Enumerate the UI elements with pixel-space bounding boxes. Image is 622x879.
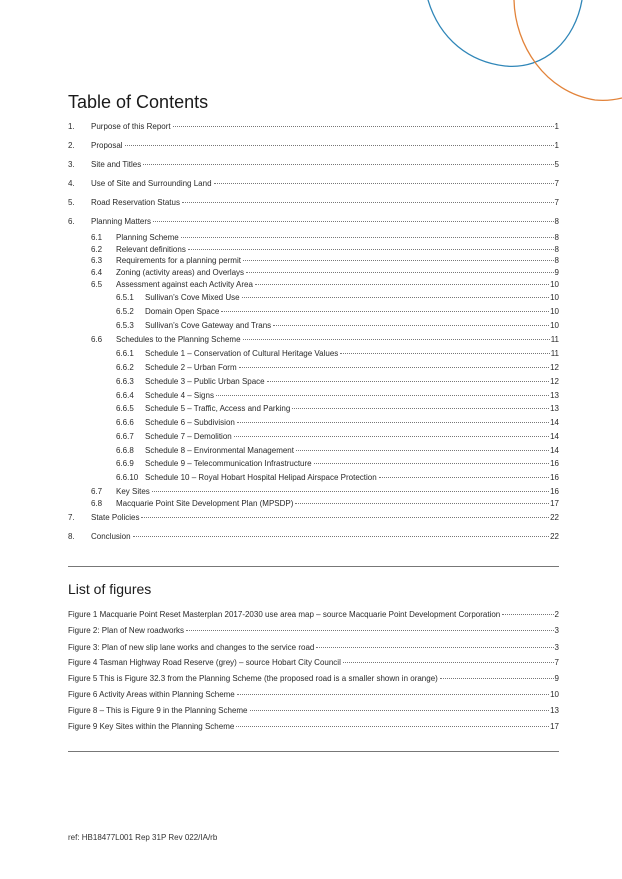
toc-entry-number: 6.6.8 [116,446,134,455]
toc-entry-page: 11 [550,335,559,344]
toc-entry-label: Domain Open Space [145,307,220,316]
toc-entry-number: 7. [68,513,75,522]
toc-entry[interactable] [68,179,559,189]
toc-entry-page: 16 [550,487,559,496]
toc-entry-label: Zoning (activity areas) and Overlays [116,268,245,277]
figure-entry-label: Figure 9 Key Sites within the Planning Scheme [68,722,235,731]
toc-entry-number: 6.4 [91,268,103,277]
dot-leader [243,260,554,261]
toc-entry[interactable] [91,233,559,243]
dot-leader [246,272,553,273]
dot-leader [242,297,550,298]
toc-entry-page: 10 [550,293,559,302]
toc-entry-number: 4. [68,179,75,188]
toc-entry-label: State Policies [91,513,140,522]
toc-entry-page: 1 [554,122,559,131]
dot-leader [295,503,549,504]
dot-leader [296,450,549,451]
figure-entry-page: 10 [550,690,559,699]
toc-entry-label: Proposal [91,141,123,150]
toc-entry-label: Purpose of this Report [91,122,171,131]
toc-entry-label: Planning Matters [91,217,152,226]
toc-entry[interactable] [68,513,559,523]
toc-entry-page: 8 [554,233,559,242]
toc-entry-page: 13 [550,404,559,413]
toc-entry[interactable] [116,418,559,428]
dot-leader [173,126,554,127]
toc-title: Table of Contents [68,92,209,112]
dot-leader [379,477,549,478]
divider [68,566,559,567]
toc-entry-number: 1. [68,122,75,131]
figure-entry[interactable] [68,610,559,620]
dot-leader [188,249,554,250]
figure-entry[interactable] [68,706,559,716]
toc-entry-label: Schedule 1 – Conservation of Cultural Heritage Values [145,349,339,358]
toc-entry-label: Sullivan’s Cove Mixed Use [145,293,240,302]
toc-entry-page: 12 [550,363,559,372]
toc-entry[interactable] [116,391,559,401]
dot-leader [234,436,549,437]
toc-entry-label: Schedule 2 – Urban Form [145,363,237,372]
toc-entry-page: 10 [550,321,559,330]
dot-leader [153,221,554,222]
dot-leader [236,726,549,727]
toc-entry[interactable] [68,141,559,151]
dot-leader [440,678,554,679]
toc-entry-page: 14 [550,432,559,441]
toc-entry[interactable] [68,217,559,227]
toc-entry-page: 8 [554,256,559,265]
toc-entry-page: 1 [554,141,559,150]
toc-entry-label: Schedule 9 – Telecommunication Infrastructure [145,459,312,468]
toc-entry[interactable] [68,198,559,208]
toc-entry-label: Use of Site and Surrounding Land [91,179,212,188]
toc-entry-number: 6.8 [91,499,103,508]
toc-entry-number: 6.6.7 [116,432,134,441]
toc-entry[interactable] [68,532,559,542]
toc-entry-page: 10 [550,307,559,316]
toc-entry[interactable] [91,268,559,278]
toc-entry-label: Schedule 3 – Public Urban Space [145,377,265,386]
dot-leader [237,694,549,695]
figure-entry[interactable] [68,690,559,700]
toc-entry[interactable] [116,349,559,359]
dot-leader [181,237,554,238]
figure-entry-label: Figure 4 Tasman Highway Road Reserve (grey) – source Hobart City Council [68,658,341,667]
toc-entry[interactable] [116,307,559,317]
figure-entry-page: 2 [554,610,559,619]
dot-leader [314,463,549,464]
figure-entry-label: Figure 8 – This is Figure 9 in the Planning Scheme [68,706,248,715]
toc-entry[interactable] [91,487,559,497]
figure-entry-page: 13 [550,706,559,715]
toc-entry[interactable] [116,377,559,387]
dot-leader [221,311,549,312]
toc-entry-number: 6.1 [91,233,103,242]
toc-entry-number: 2. [68,141,75,150]
toc-entry-page: 10 [550,280,559,289]
toc-entry-page: 7 [554,179,559,188]
figure-entry-label: Figure 3: Plan of new slip lane works and changes to the service road [68,643,315,652]
dot-leader [186,630,553,631]
dot-leader [267,381,549,382]
toc-entry-number: 6.2 [91,245,103,254]
toc-entry-number: 6.6.2 [116,363,134,372]
toc-entry-label: Schedule 6 – Subdivision [145,418,235,427]
toc-entry-label: Schedule 4 – Signs [145,391,214,400]
toc-entry-number: 6. [68,217,75,226]
toc-entry-page: 13 [550,391,559,400]
toc-entry-page: 12 [550,377,559,386]
figure-entry[interactable] [68,643,559,653]
toc-entry[interactable] [116,404,559,414]
dot-leader [243,339,550,340]
toc-entry-number: 6.3 [91,256,103,265]
toc-entry-label: Planning Scheme [116,233,179,242]
figure-entry-page: 9 [554,674,559,683]
toc-entry-label: Assessment against each Activity Area [116,280,253,289]
document-reference: ref: HB18477L001 Rep 31P Rev 022/IA/rb [68,833,218,842]
toc-entry-number: 6.5 [91,280,103,289]
toc-entry[interactable] [91,280,559,290]
dot-leader [250,710,550,711]
toc-entry-number: 8. [68,532,75,541]
toc-entry-label: Site and Titles [91,160,142,169]
toc-entry-page: 5 [554,160,559,169]
toc-entry[interactable] [91,245,559,255]
toc-entry-number: 6.6.3 [116,377,134,386]
figure-entry-page: 3 [554,643,559,652]
toc-entry-label: Relevant definitions [116,245,186,254]
toc-entry-label: Schedule 10 – Royal Hobart Hospital Helipad Airspace Protection [145,473,377,482]
figure-entry[interactable] [68,658,559,668]
toc-entry-label: Schedule 8 – Environmental Management [145,446,294,455]
toc-entry-page: 16 [550,473,559,482]
toc-entry[interactable] [116,293,559,303]
figure-entry[interactable] [68,626,559,636]
toc-entry-number: 3. [68,160,75,169]
figure-entry-page: 17 [550,722,559,731]
dot-leader [239,367,549,368]
toc-entry-label: Requirements for a planning permit [116,256,241,265]
dot-leader [273,325,549,326]
toc-entry-number: 6.7 [91,487,103,496]
toc-entry-label: Road Reservation Status [91,198,180,207]
dot-leader [133,536,550,537]
dot-leader [316,647,553,648]
figure-entry-label: Figure 1 Macquarie Point Reset Masterplan 2017-2030 use area map – source Macquarie Point Development Corporation [68,610,501,619]
toc-entry-label: Schedule 7 – Demolition [145,432,232,441]
toc-entry[interactable] [68,122,559,132]
dot-leader [340,353,549,354]
toc-entry-label: Conclusion [91,532,131,541]
toc-entry[interactable] [116,432,559,442]
divider [68,751,559,752]
blue-arc [428,0,582,66]
toc-entry-number: 6.6.6 [116,418,134,427]
toc-entry[interactable] [91,256,559,266]
toc-entry[interactable] [116,473,559,483]
orange-arc [514,0,622,100]
toc-entry-number: 6.6.10 [116,473,139,482]
toc-entry[interactable] [91,335,559,345]
dot-leader [216,395,549,396]
toc-entry-page: 17 [550,499,559,508]
figure-entry-label: Figure 2: Plan of New roadworks [68,626,185,635]
toc-entry-number: 6.6.9 [116,459,134,468]
toc-entry[interactable] [91,499,559,509]
toc-entry-label: Macquarie Point Site Development Plan (MPSDP) [116,499,294,508]
figure-entry[interactable] [68,722,559,732]
figure-entry-label: Figure 5 This is Figure 32.3 from the Planning Scheme (the proposed road is a smaller shown in orange) [68,674,438,683]
dot-leader [125,145,554,146]
toc-entry-page: 16 [550,459,559,468]
dot-leader [143,164,553,165]
toc-entry[interactable] [116,446,559,456]
list-of-figures-title: List of figures [68,581,152,597]
toc-entry-page: 14 [550,418,559,427]
figure-entry-label: Figure 6 Activity Areas within Planning Scheme [68,690,235,699]
toc-entry[interactable] [116,321,559,331]
toc-entry-number: 6.6 [91,335,103,344]
dot-leader [182,202,554,203]
toc-entry-page: 7 [554,198,559,207]
toc-entry-number: 6.6.5 [116,404,134,413]
toc-entry-page: 8 [554,245,559,254]
toc-entry-label: Sullivan’s Cove Gateway and Trans [145,321,272,330]
toc-entry[interactable] [116,459,559,469]
dot-leader [214,183,554,184]
toc-entry-number: 6.5.1 [116,293,134,302]
toc-entry-number: 5. [68,198,75,207]
toc-entry-page: 14 [550,446,559,455]
toc-entry-number: 6.5.2 [116,307,134,316]
toc-entry[interactable] [116,363,559,373]
toc-entry-page: 22 [550,513,559,522]
toc-entry-number: 6.6.4 [116,391,134,400]
dot-leader [343,662,554,663]
dot-leader [141,517,549,518]
toc-entry[interactable] [68,160,559,170]
dot-leader [237,422,549,423]
toc-entry-number: 6.5.3 [116,321,134,330]
toc-entry-number: 6.6.1 [116,349,134,358]
dot-leader [292,408,549,409]
toc-entry-label: Schedule 5 – Traffic, Access and Parking [145,404,291,413]
figure-entry-page: 7 [554,658,559,667]
toc-entry-page: 8 [554,217,559,226]
toc-entry-page: 9 [554,268,559,277]
toc-entry-label: Key Sites [116,487,150,496]
figure-entry-page: 3 [554,626,559,635]
figure-entry[interactable] [68,674,559,684]
dot-leader [502,614,553,615]
toc-entry-page: 11 [550,349,559,358]
dot-leader [152,491,549,492]
toc-entry-page: 22 [550,532,559,541]
toc-entry-label: Schedules to the Planning Scheme [116,335,241,344]
dot-leader [255,284,549,285]
